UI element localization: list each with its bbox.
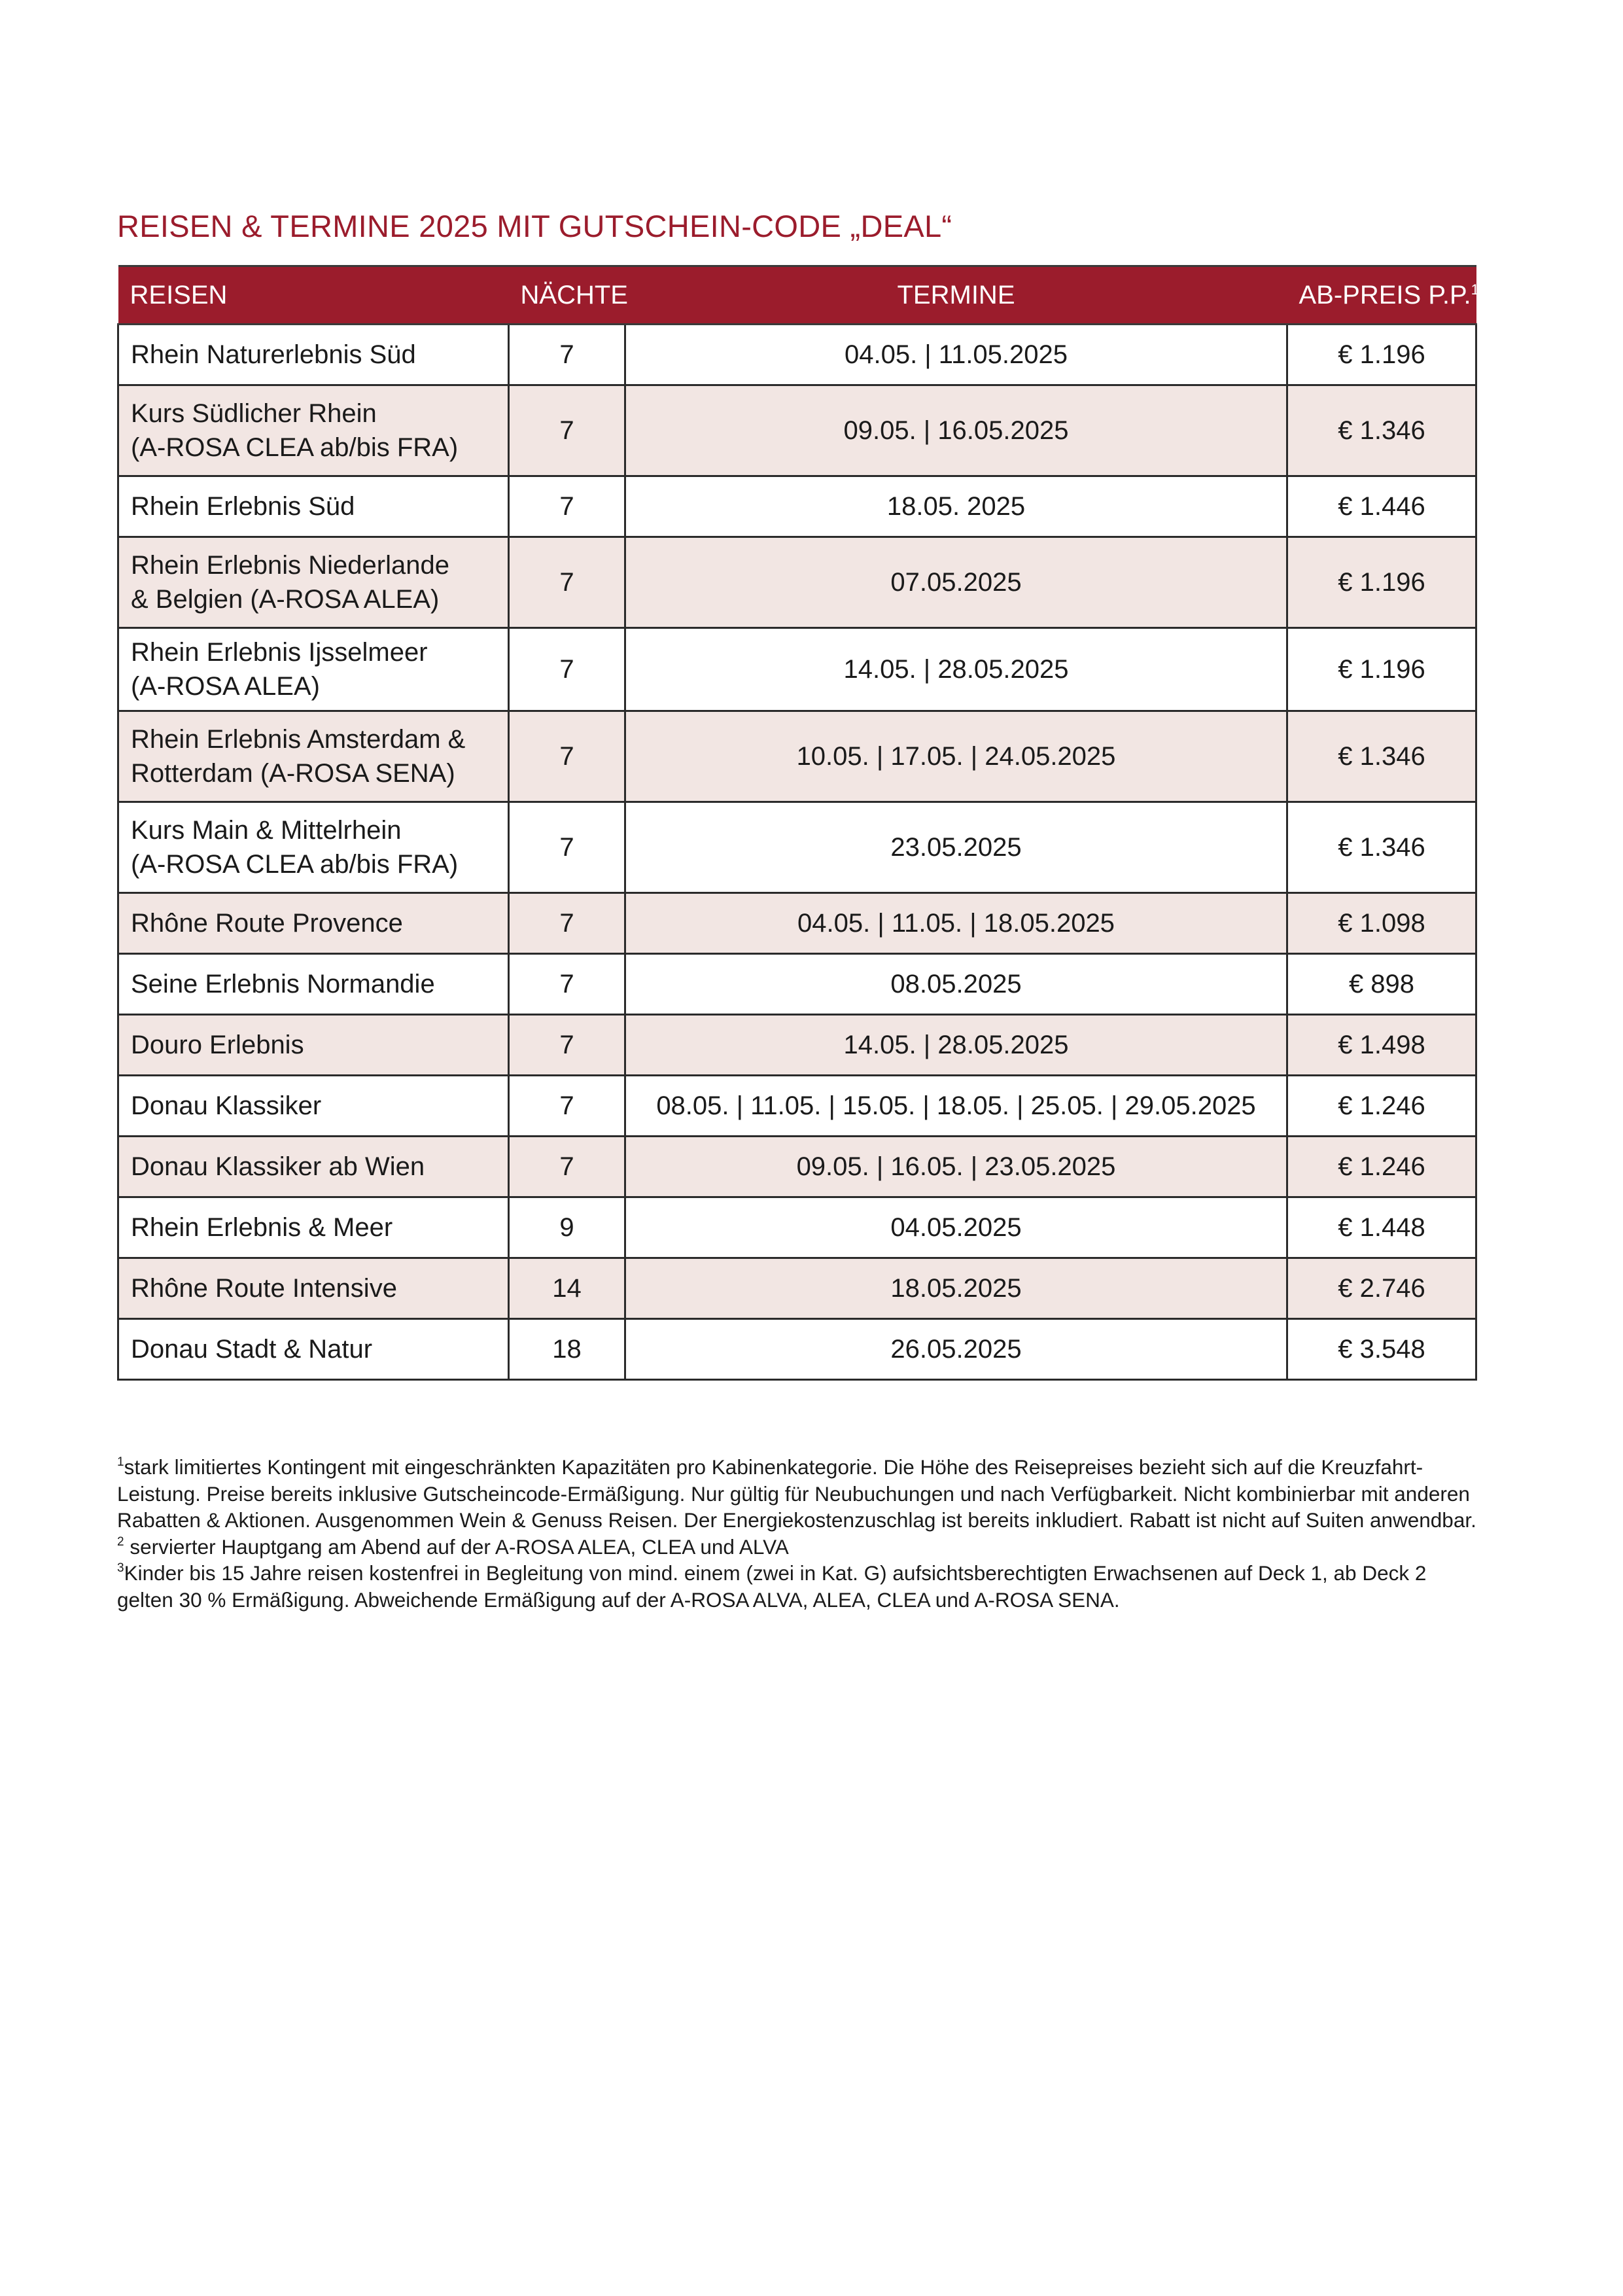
table-row: [118, 893, 1476, 954]
cell-preis: € 2.746: [1287, 1258, 1476, 1319]
footnote-text: servierter Hauptgang am Abend auf der A-ROSA ALEA, CLEA und ALVA: [124, 1534, 789, 1559]
cell-naechte: 7: [509, 711, 625, 802]
cell-naechte: 7: [509, 893, 625, 954]
table-row: [118, 537, 1476, 628]
header-reisen: REISEN: [118, 266, 509, 325]
footnote-2: [117, 1534, 1478, 1561]
cell-reise: Rhein Naturerlebnis Süd: [118, 325, 509, 385]
cell-naechte: 7: [509, 325, 625, 385]
cell-reise: Donau Stadt & Natur: [118, 1319, 509, 1380]
cell-reise: Douro Erlebnis: [118, 1015, 509, 1076]
cell-termine: 04.05. | 11.05. | 18.05.2025: [625, 893, 1287, 954]
footnote-text: Kinder bis 15 Jahre reisen kostenfrei in Begleitung von mind. einem (zwei in Kat. G) aufsichtsberechtigten Erwachsenen auf Deck 1, ab Deck 2 gelten 30 % Ermäßigung. Abweichende Ermäßigung auf der A-ROSA ALVA, ALEA, CLEA und A-ROSA SENA.: [117, 1561, 1427, 1612]
cell-reise: Rhein Erlebnis Amsterdam & Rotterdam (A-ROSA SENA): [118, 711, 509, 802]
cell-reise: Donau Klassiker: [118, 1076, 509, 1137]
cell-reise: Rhône Route Intensive: [118, 1258, 509, 1319]
table-row: [118, 476, 1476, 537]
header-preis-label: AB-PREIS P.P.: [1299, 280, 1471, 309]
table-row: [118, 628, 1476, 711]
cell-preis: € 1.346: [1287, 802, 1476, 893]
cell-preis: € 1.446: [1287, 476, 1476, 537]
cell-naechte: 7: [509, 385, 625, 476]
table-row: [118, 385, 1476, 476]
cell-termine: 08.05.2025: [625, 954, 1287, 1015]
header-preis-footnote-marker: 1: [1471, 281, 1479, 298]
cell-termine: 26.05.2025: [625, 1319, 1287, 1380]
table-row: [118, 1319, 1476, 1380]
header-preis: [1287, 266, 1479, 325]
cell-termine: 14.05. | 28.05.2025: [625, 628, 1287, 711]
cell-termine: 07.05.2025: [625, 537, 1287, 628]
footnote-marker: 2: [117, 1534, 124, 1549]
cell-termine: 04.05. | 11.05.2025: [625, 325, 1287, 385]
cell-termine: 09.05. | 16.05.2025: [625, 385, 1287, 476]
cell-naechte: 7: [509, 537, 625, 628]
table-row: [118, 954, 1476, 1015]
footnote-marker: 3: [117, 1561, 124, 1575]
cell-naechte: 7: [509, 1015, 625, 1076]
cell-reise: Rhône Route Provence: [118, 893, 509, 954]
cell-naechte: 18: [509, 1319, 625, 1380]
cell-naechte: 9: [509, 1197, 625, 1258]
cell-naechte: 14: [509, 1258, 625, 1319]
footnote-marker: 1: [117, 1455, 124, 1469]
cell-naechte: 7: [509, 476, 625, 537]
cell-termine: 18.05.2025: [625, 1258, 1287, 1319]
cell-preis: € 1.196: [1287, 537, 1476, 628]
cell-termine: 04.05.2025: [625, 1197, 1287, 1258]
cell-naechte: 7: [509, 1076, 625, 1137]
cell-reise: Rhein Erlebnis Niederlande & Belgien (A-ROSA ALEA): [118, 537, 509, 628]
table-row: [118, 1197, 1476, 1258]
cell-reise: Rhein Erlebnis Ijsselmeer (A-ROSA ALEA): [118, 628, 509, 711]
table-row: [118, 1258, 1476, 1319]
cell-preis: € 1.246: [1287, 1137, 1476, 1197]
cell-termine: 08.05. | 11.05. | 15.05. | 18.05. | 25.05. | 29.05.2025: [625, 1076, 1287, 1137]
header-naechte: NÄCHTE: [509, 266, 625, 325]
table-row: [118, 802, 1476, 893]
table-row: [118, 325, 1476, 385]
cell-reise: Rhein Erlebnis Süd: [118, 476, 509, 537]
cell-preis: € 1.346: [1287, 711, 1476, 802]
cell-preis: € 1.246: [1287, 1076, 1476, 1137]
table-row: [118, 1137, 1476, 1197]
cell-preis: € 1.196: [1287, 325, 1476, 385]
cell-termine: 18.05. 2025: [625, 476, 1287, 537]
footnote-1: [117, 1454, 1478, 1534]
cell-naechte: 7: [509, 1137, 625, 1197]
footnote-3: [117, 1560, 1478, 1613]
cell-preis: € 898: [1287, 954, 1476, 1015]
cell-reise: Donau Klassiker ab Wien: [118, 1137, 509, 1197]
cell-reise: Seine Erlebnis Normandie: [118, 954, 509, 1015]
table-row: [118, 711, 1476, 802]
cell-termine: 09.05. | 16.05. | 23.05.2025: [625, 1137, 1287, 1197]
header-termine: TERMINE: [625, 266, 1287, 325]
cell-preis: € 1.346: [1287, 385, 1476, 476]
cell-termine: 23.05.2025: [625, 802, 1287, 893]
cell-preis: € 3.548: [1287, 1319, 1476, 1380]
cell-naechte: 7: [509, 954, 625, 1015]
cell-termine: 10.05. | 17.05. | 24.05.2025: [625, 711, 1287, 802]
footnotes: [117, 1454, 1478, 1613]
cell-preis: € 1.448: [1287, 1197, 1476, 1258]
cell-reise: Kurs Main & Mittelrhein (A-ROSA CLEA ab/bis FRA): [118, 802, 509, 893]
cell-naechte: 7: [509, 802, 625, 893]
table-row: [118, 1015, 1476, 1076]
table-header-row: [118, 266, 1476, 325]
page-title: REISEN & TERMINE 2025 MIT GUTSCHEIN-CODE „DEAL“: [117, 209, 952, 243]
cell-naechte: 7: [509, 628, 625, 711]
cell-reise: Kurs Südlicher Rhein (A-ROSA CLEA ab/bis FRA): [118, 385, 509, 476]
footnote-text: stark limitiertes Kontingent mit eingeschränkten Kapazitäten pro Kabinenkategorie. Die Höhe des Reisepreises bezieht sich auf die Kreuzfahrt-Leistung. Preise bereits inklusive Gutscheincode-Ermäßigung. Nur gültig für Neubuchungen und nach Verfügbarkeit. Nicht kombinierbar mit anderen Rabatten & Aktionen. Ausgenommen Wein & Genuss Reisen. Der Energiekostenzuschlag ist bereits inkludiert. Rabatt ist nicht auf Suiten anwendbar.: [117, 1455, 1476, 1532]
cell-reise: Rhein Erlebnis & Meer: [118, 1197, 509, 1258]
cell-preis: € 1.196: [1287, 628, 1476, 711]
cell-preis: € 1.098: [1287, 893, 1476, 954]
trips-table: [117, 265, 1477, 1381]
cell-termine: 14.05. | 28.05.2025: [625, 1015, 1287, 1076]
cell-preis: € 1.498: [1287, 1015, 1476, 1076]
table-row: [118, 1076, 1476, 1137]
